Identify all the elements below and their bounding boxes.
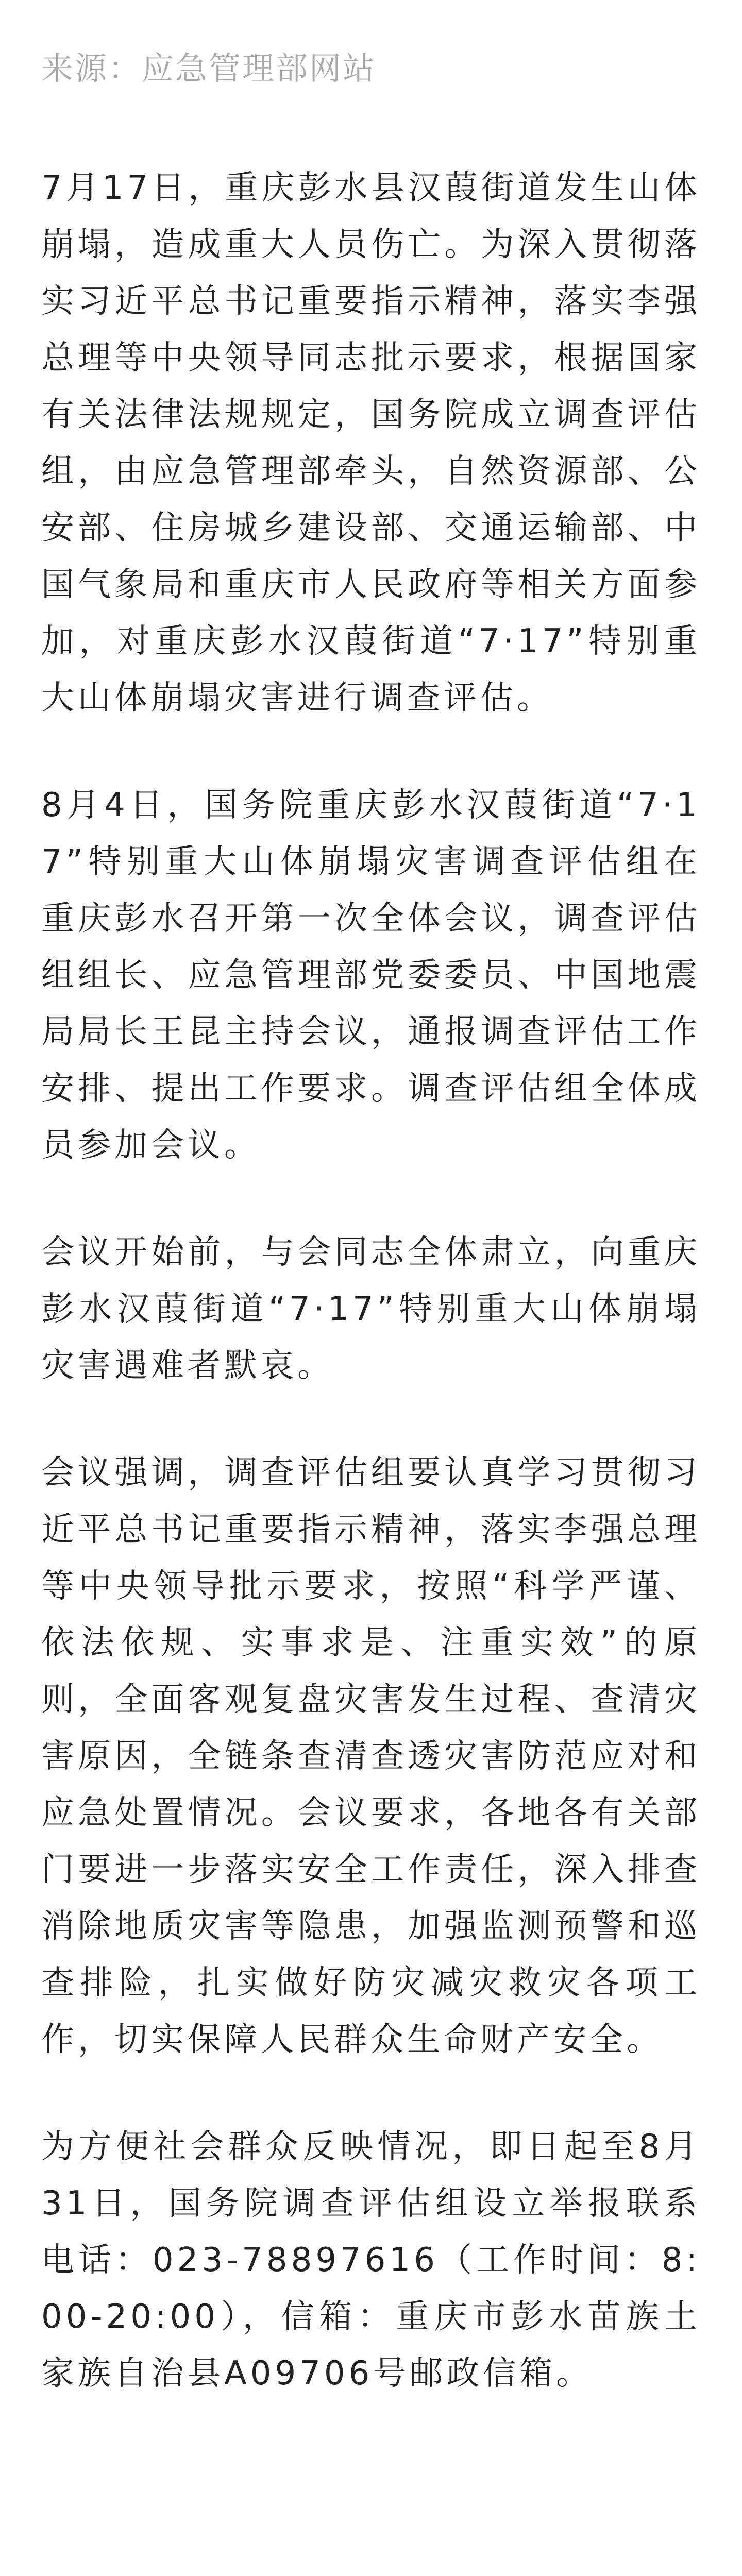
- article-paragraph: 7月17日，重庆彭水县汉葭街道发生山体崩塌，造成重大人员伤亡。为深入贯彻落实习近平总书记重要指示精神，落实李强总理等中央领导同志批示要求，根据国家有关法律法规规定，国务院成立调查评估组，由应急管理部牵头，自然资源部、公安部、住房城乡建设部、交通运输部、中国气象局和重庆市人民政府等相关方面参加，对重庆彭水汉葭街道“7·17”特别重大山体崩塌灾害进行调查评估。: [41, 169, 701, 717]
- article-paragraph: 会议强调，调查评估组要认真学习贯彻习近平总书记重要指示精神，落实李强总理等中央领导批示要求，按照“科学严谨、依法依规、实事求是、注重实效”的原则，全面客观复盘灾害发生过程、查清灾害原因，全链条查清查透灾害防范应对和应急处置情况。会议要求，各地各有关部门要进一步落实安全工作责任，深入排查消除地质灾害等隐患，加强监测预警和巡查排险，扎实做好防灾减灾救灾各项工作，切实保障人民群众生命财产安全。: [41, 1454, 701, 2059]
- article-paragraph: 会议开始前，与会同志全体肃立，向重庆彭水汉葭街道“7·17”特别重大山体崩塌灾害遇难者默哀。: [41, 1233, 701, 1385]
- article-source: 来源：应急管理部网站: [41, 49, 377, 87]
- article-body: [41, 160, 701, 2452]
- article-paragraph: 为方便社会群众反映情况，即日起至8月31日，国务院调查评估组设立举报联系电话：023-78897616（工作时间：8:00-20:00），信箱：重庆市彭水苗族土家族自治县A09706号邮政信箱。: [41, 2128, 701, 2393]
- article-paragraph: 8月4日，国务院重庆彭水汉葭街道“7·17”特别重大山体崩塌灾害调查评估组在重庆彭水召开第一次全体会议，调查评估组组长、应急管理部党委委员、中国地震局局长王昆主持会议，通报调查评估工作安排、提出工作要求。调查评估组全体成员参加会议。: [41, 786, 701, 1164]
